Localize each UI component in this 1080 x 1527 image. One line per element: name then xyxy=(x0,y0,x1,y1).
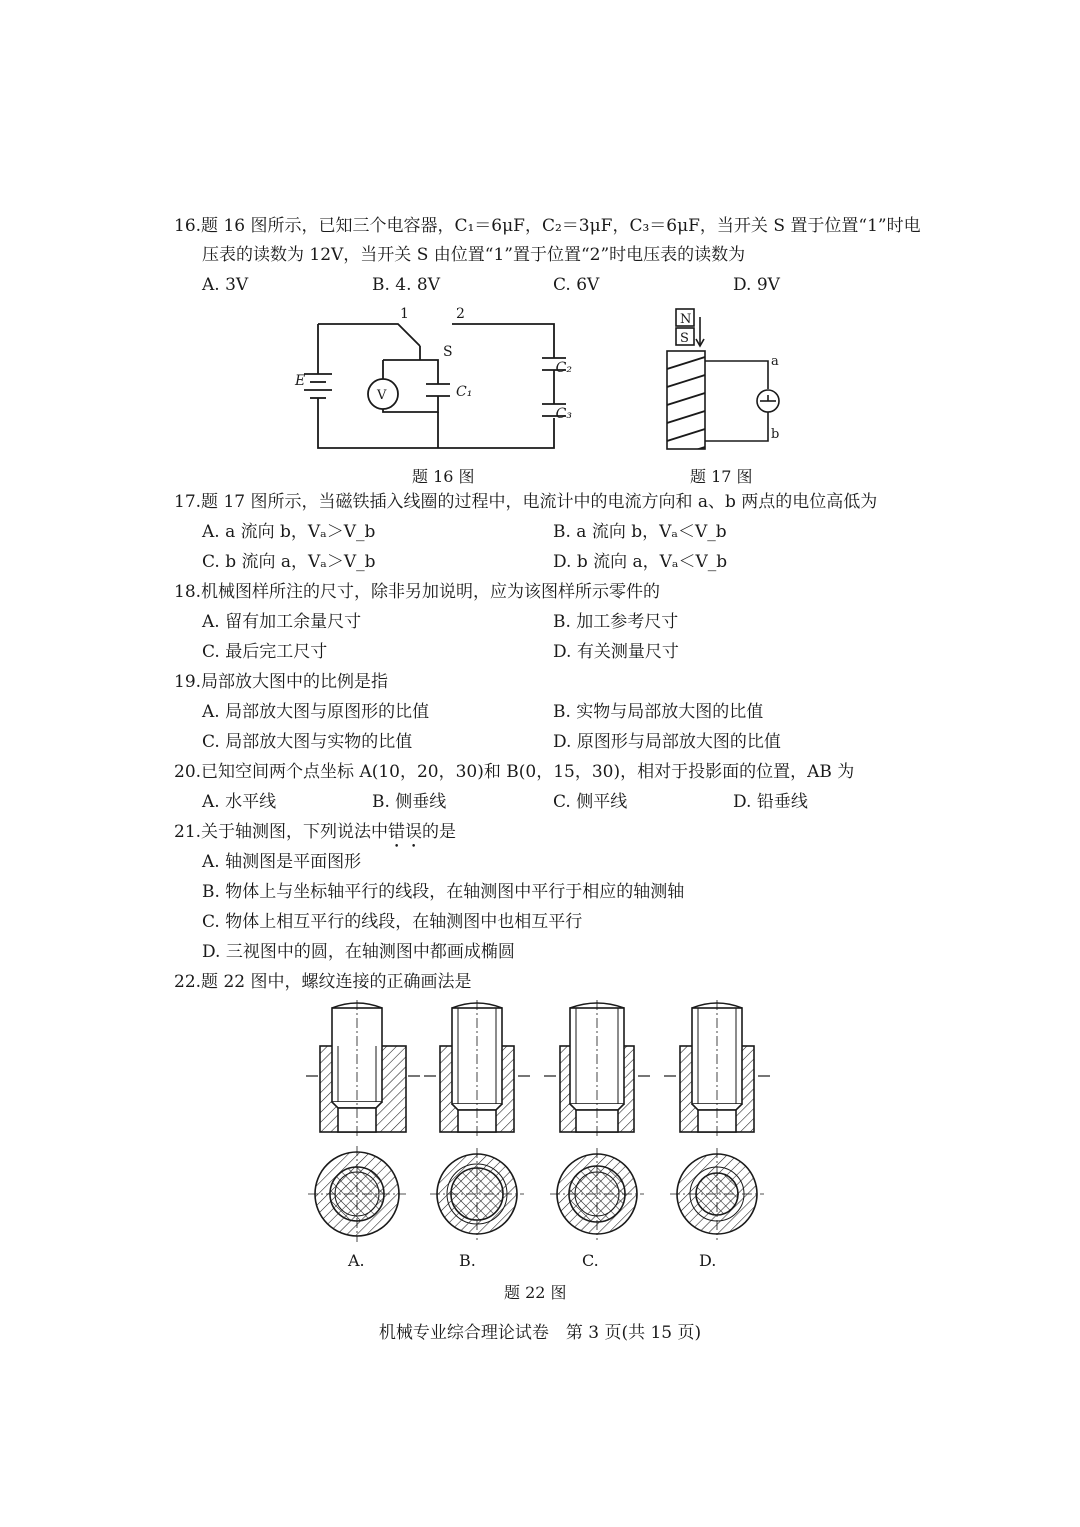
q21-stem-after: 的是 xyxy=(422,822,457,842)
fig16-label-e: E xyxy=(295,373,306,389)
q21-option-d: D. 三视图中的圆，在轴测图中都画成椭圆 xyxy=(202,942,515,962)
q20-option-c: C. 侧平线 xyxy=(553,792,628,812)
q21-stem xyxy=(174,820,456,852)
fig17-label-b: b xyxy=(771,427,780,442)
q17-option-d: D. b 流向 a，Vₐ＜V_b xyxy=(553,552,728,572)
q19-option-d: D. 原图形与局部放大图的比值 xyxy=(553,732,781,752)
q18-option-a: A. 留有加工余量尺寸 xyxy=(202,612,362,632)
fig17-label-s: S xyxy=(680,331,689,346)
q16-stem-line1: 16.题 16 图所示，已知三个电容器，C₁＝6μF，C₂＝3μF，C₃＝6μF，当开关 S 置于位置“1”时电 xyxy=(174,216,921,236)
fig16-label-c1: C₁ xyxy=(456,384,473,400)
q20-stem: 20.已知空间两个点坐标 A(10，20，30)和 B(0，15，30)，相对于投影面的位置，AB 为 xyxy=(174,762,855,782)
q20-option-a: A. 水平线 xyxy=(202,792,277,812)
fig22-label-d: D. xyxy=(699,1251,717,1270)
q16-stem-line2: 压表的读数为 12V，当开关 S 由位置“1”置于位置“2”时电压表的读数为 xyxy=(202,245,746,265)
q16-option-d: D. 9V xyxy=(733,275,780,295)
voltmeter-icon: V xyxy=(377,388,387,403)
q21-option-c: C. 物体上相互平行的线段，在轴测图中也相互平行 xyxy=(202,912,583,932)
page-footer: 机械专业综合理论试卷 第 3 页(共 15 页) xyxy=(378,1323,702,1343)
q19-stem: 19.局部放大图中的比例是指 xyxy=(174,672,389,692)
q16-option-c: C. 6V xyxy=(553,275,600,295)
q21-stem-before: 21.关于轴测图，下列说法中 xyxy=(174,822,389,842)
fig22-label-a: A. xyxy=(348,1251,365,1270)
q18-stem: 18.机械图样所注的尺寸，除非另加说明，应为该图样所示零件的 xyxy=(174,582,661,602)
q17-stem: 17.题 17 图所示，当磁铁插入线圈的过程中，电流计中的电流方向和 a、b 两点的电位高低为 xyxy=(174,492,878,512)
q16-option-b: B. 4. 8V xyxy=(372,275,441,295)
q21-option-b: B. 物体上与坐标轴平行的线段，在轴测图中平行于相应的轴测轴 xyxy=(202,882,685,902)
figure-17-coil xyxy=(650,305,790,455)
fig16-label-1: 1 xyxy=(400,306,409,322)
fig22-caption: 题 22 图 xyxy=(504,1283,567,1302)
fig17-label-a: a xyxy=(771,354,779,369)
figure-22-thread-drawings xyxy=(296,998,786,1270)
drawing-c xyxy=(544,1000,650,1240)
q22-stem: 22.题 22 图中，螺纹连接的正确画法是 xyxy=(174,972,472,992)
q19-option-a: A. 局部放大图与原图形的比值 xyxy=(202,702,430,722)
q17-option-b: B. a 流向 b，Vₐ＜V_b xyxy=(553,522,727,542)
fig22-label-c: C. xyxy=(582,1251,599,1270)
q18-option-c: C. 最后完工尺寸 xyxy=(202,642,328,662)
fig16-caption: 题 16 图 xyxy=(412,467,475,486)
fig16-label-c3: C₃ xyxy=(555,406,572,422)
drawing-a xyxy=(306,1000,420,1242)
q19-option-b: B. 实物与局部放大图的比值 xyxy=(553,702,764,722)
q19-option-c: C. 局部放大图与实物的比值 xyxy=(202,732,413,752)
q21-option-a: A. 轴测图是平面图形 xyxy=(202,852,362,872)
q21-stem-emphasis: 错误 xyxy=(388,822,423,842)
q20-option-d: D. 铅垂线 xyxy=(733,792,808,812)
q18-option-b: B. 加工参考尺寸 xyxy=(553,612,679,632)
fig22-label-b: B. xyxy=(459,1251,476,1270)
fig16-label-s: S xyxy=(443,344,453,360)
fig17-caption: 题 17 图 xyxy=(690,467,753,486)
figure-16-circuit xyxy=(286,300,576,460)
q20-option-b: B. 侧垂线 xyxy=(372,792,447,812)
drawing-b xyxy=(424,1000,530,1240)
fig16-label-c2: C₂ xyxy=(555,360,572,376)
fig17-label-n: N xyxy=(680,312,692,327)
q17-option-c: C. b 流向 a，Vₐ＞V_b xyxy=(202,552,376,572)
q18-option-d: D. 有关测量尺寸 xyxy=(553,642,679,662)
q17-option-a: A. a 流向 b，Vₐ＞V_b xyxy=(202,522,376,542)
q16-option-a: A. 3V xyxy=(202,275,249,295)
fig16-label-2: 2 xyxy=(456,306,465,322)
drawing-d xyxy=(664,1000,770,1240)
